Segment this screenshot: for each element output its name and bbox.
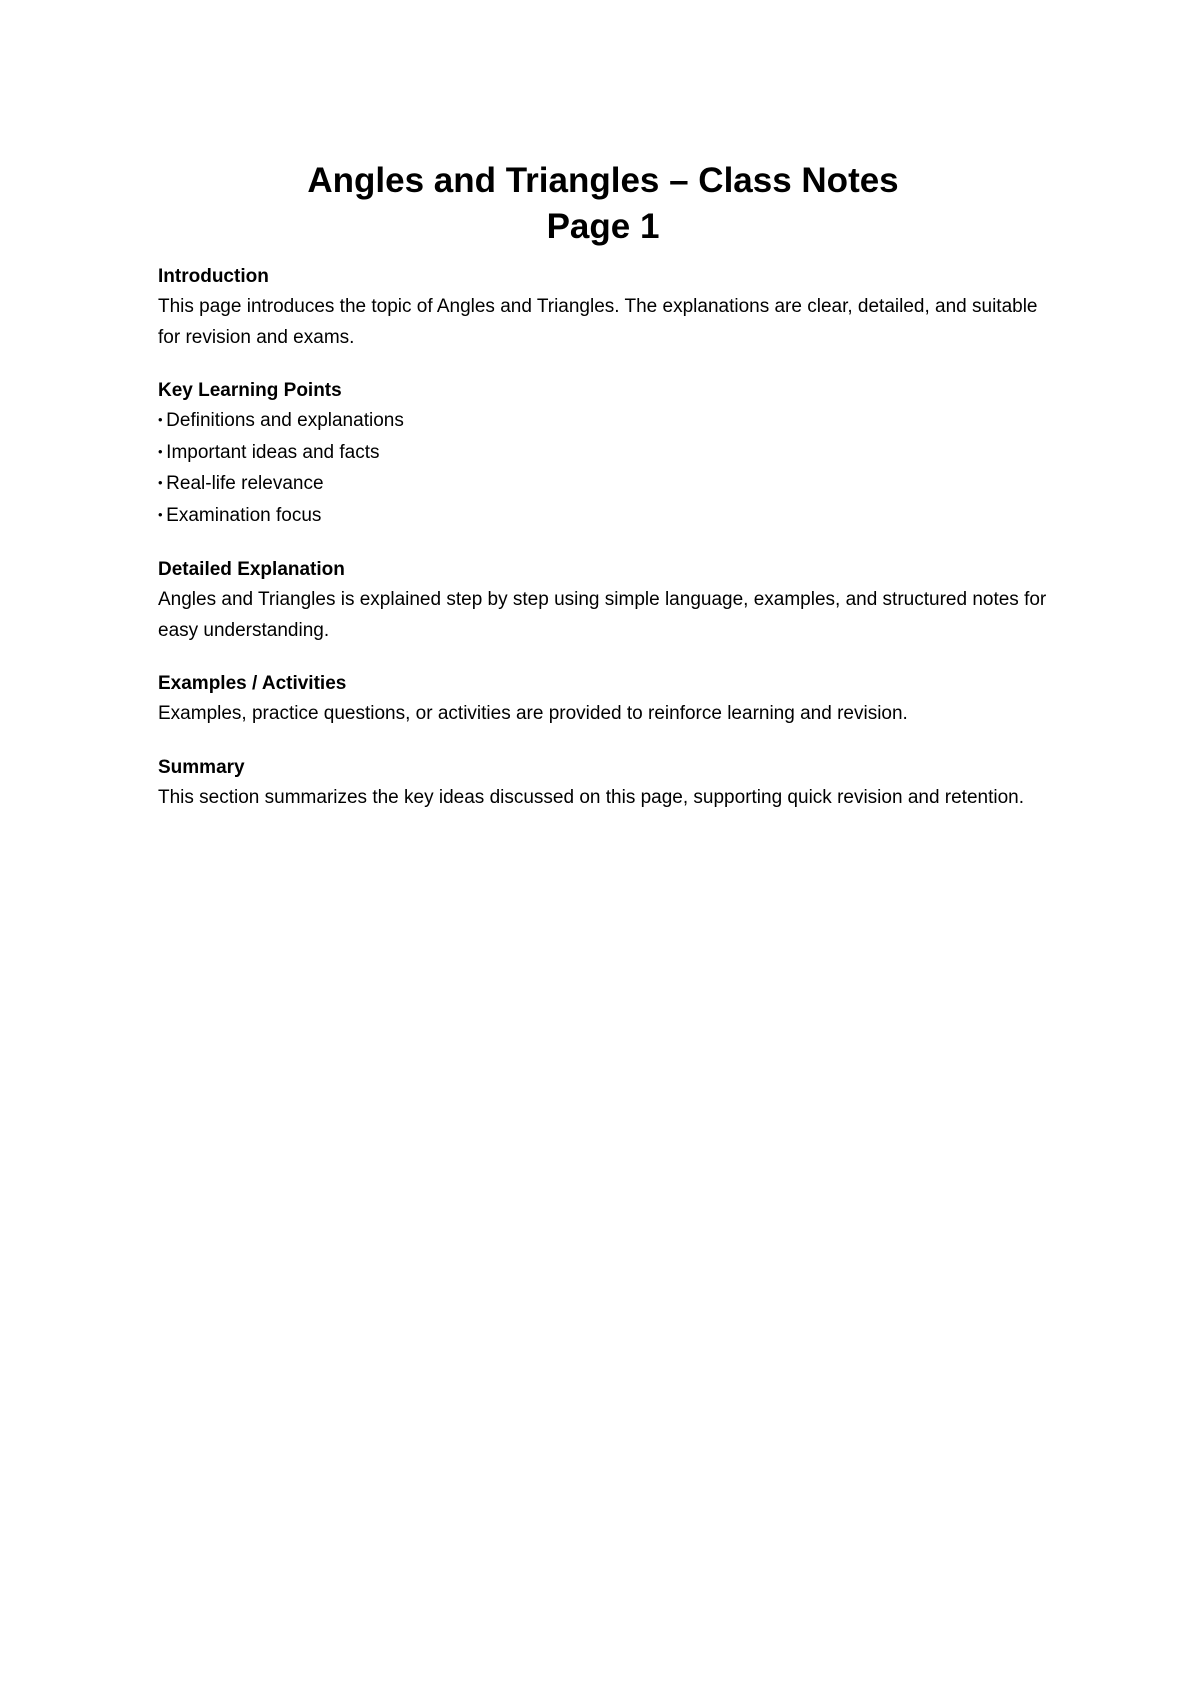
section-heading: Summary bbox=[158, 756, 245, 778]
section-body: This section summarizes the key ideas discussed on this page, supporting quick revision and retention. bbox=[158, 786, 1025, 808]
title-line-main: Angles and Triangles – Class Notes bbox=[307, 161, 899, 200]
section-heading: Introduction bbox=[158, 266, 269, 287]
section-summary bbox=[158, 753, 1048, 814]
section-key-learning-points bbox=[158, 376, 1048, 532]
document-page bbox=[158, 158, 1048, 813]
section-detailed-explanation bbox=[158, 555, 1048, 646]
section-body: Angles and Triangles is explained step by step using simple language, examples, and structured notes for easy understanding. bbox=[158, 589, 1047, 641]
bullet-list bbox=[158, 406, 1048, 532]
section-heading: Detailed Explanation bbox=[158, 559, 345, 580]
list-item: • Definitions and explanations bbox=[158, 406, 1048, 438]
section-examples-activities bbox=[158, 669, 1048, 730]
section-body: Examples, practice questions, or activities are provided to reinforce learning and revision. bbox=[158, 703, 908, 724]
section-heading: Examples / Activities bbox=[158, 673, 347, 694]
section-introduction bbox=[158, 262, 1048, 353]
list-item: • Real-life relevance bbox=[158, 469, 1048, 501]
document-title bbox=[158, 158, 1048, 250]
section-heading: Key Learning Points bbox=[158, 380, 342, 401]
list-item: • Examination focus bbox=[158, 501, 1048, 533]
section-body: This page introduces the topic of Angles and Triangles. The explanations are clear, detailed, and suitable for revision and exams. bbox=[158, 296, 1038, 348]
title-line-page: Page 1 bbox=[546, 207, 660, 246]
list-item: • Important ideas and facts bbox=[158, 438, 1048, 470]
